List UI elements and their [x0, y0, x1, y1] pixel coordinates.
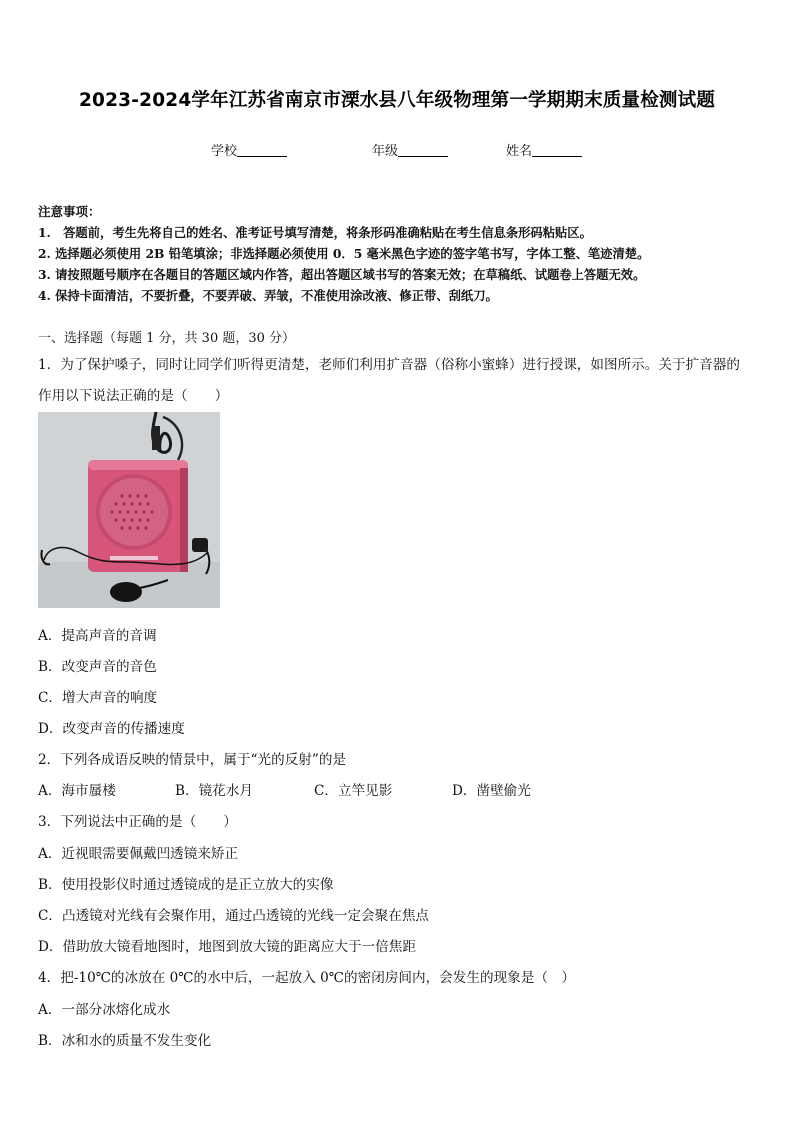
note-item: 2. 选择题必须使用 2B 铅笔填涂；非选择题必须使用 0．5 毫米黑色字迹的签字笔书写，字体工整、笔迹清楚。	[38, 246, 650, 261]
q3-option-d: D．借助放大镜看地图时，地图到放大镜的距离应大于一倍焦距	[38, 939, 416, 955]
q2-stem: 2．下列各成语反映的情景中，属于“光的反射”的是	[38, 752, 347, 768]
q1-option-c: C．增大声音的响度	[38, 690, 158, 706]
grade-label: 年级	[372, 144, 399, 159]
grade-blank	[398, 143, 448, 157]
exam-title: 2023-2024学年江苏省南京市溧水县八年级物理第一学期期末质量检测试题	[78, 90, 716, 111]
q1-stem-line1: 1．为了保护嗓子，同时让同学们听得更清楚，老师们利用扩音器（俗称小蜜蜂）进行授课，如图所示。关于扩音器的	[38, 357, 740, 373]
q4-stem: 4．把-10℃的冰放在 0℃的水中后，一起放入 0℃的密闭房间内，会发生的现象是（ ）	[38, 970, 576, 986]
q1-option-a: A．提高声音的音调	[38, 628, 157, 644]
q1-option-d: D．改变声音的传播速度	[38, 721, 185, 737]
q1-stem-line2: 作用以下说法正确的是（ ）	[38, 388, 229, 404]
name-field	[506, 140, 582, 159]
loudspeaker-photo	[38, 412, 220, 608]
school-blank	[237, 143, 287, 157]
note-item: 3. 请按照题号顺序在各题目的答题区域内作答，超出答题区域书写的答案无效；在草稿纸、试题卷上答题无效。	[38, 267, 646, 282]
name-label: 姓名	[506, 144, 533, 159]
q3-option-b: B．使用投影仪时通过透镜成的是正立放大的实像	[38, 877, 334, 893]
notes-heading: 注意事项：	[38, 204, 101, 219]
q4-option-a: A．一部分冰熔化成水	[38, 1002, 171, 1018]
name-blank	[532, 143, 582, 157]
q2-options	[38, 779, 738, 799]
section-heading: 一、选择题（每题 1 分，共 30 题，30 分）	[38, 331, 296, 346]
note-item: 4. 保持卡面清洁，不要折叠，不要弄破、弄皱，不准使用涂改液、修正带、刮纸刀。	[38, 288, 498, 303]
q3-stem: 3．下列说法中正确的是（ ）	[38, 814, 237, 830]
q2-option-a: A．海市蜃楼	[38, 783, 116, 799]
q2-option-b: B．镜花水月	[175, 783, 253, 799]
q3-option-a: A．近视眼需要佩戴凹透镜来矫正	[38, 846, 239, 862]
q1-option-b: B．改变声音的音色	[38, 659, 157, 675]
grade-field	[372, 140, 448, 159]
q2-option-d: D．凿壁偷光	[452, 783, 531, 799]
school-field	[211, 140, 287, 159]
q3-option-c: C．凸透镜对光线有会聚作用，通过凸透镜的光线一定会聚在焦点	[38, 908, 430, 924]
q4-option-b: B．冰和水的质量不发生变化	[38, 1033, 212, 1049]
note-item: 1. 答题前，考生先将自己的姓名、准考证号填写清楚，将条形码准确粘贴在考生信息条形码粘贴区。	[38, 225, 592, 240]
q2-option-c: C．立竿见影	[314, 783, 393, 799]
school-label: 学校	[211, 144, 238, 159]
